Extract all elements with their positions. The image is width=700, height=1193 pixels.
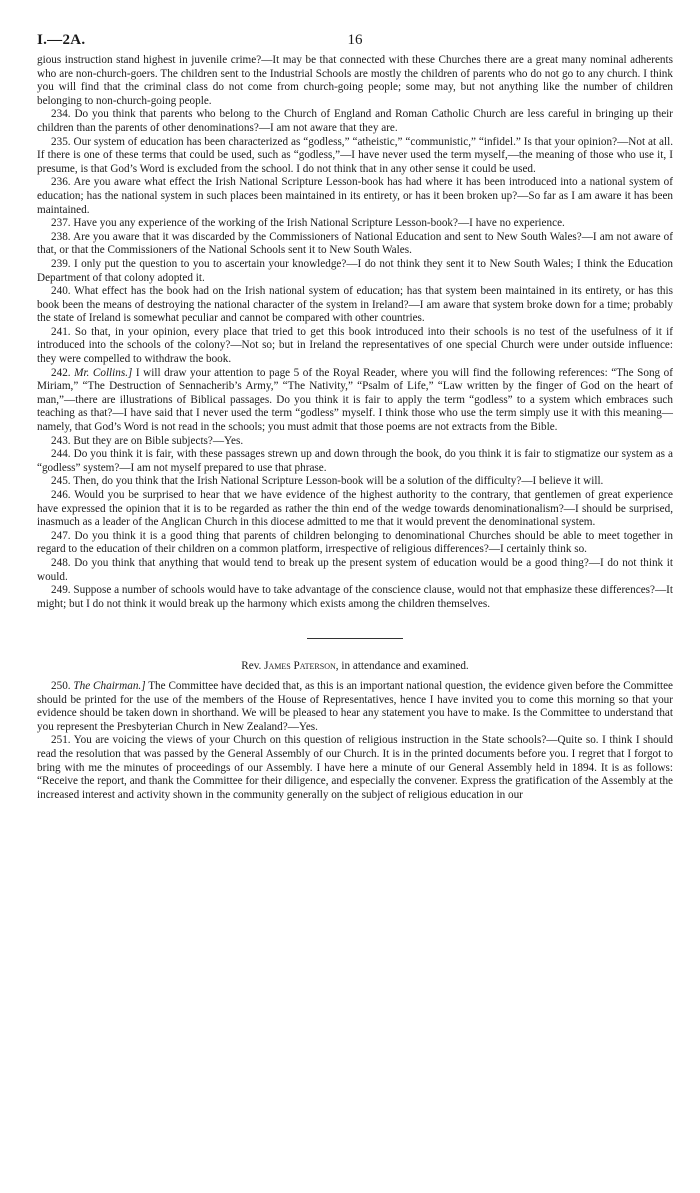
- question-number: 236.: [51, 176, 71, 189]
- paragraph-text: Do you think that parents who belong to the Church of England and Roman Catholic Church are less careful in bringing up their children than the parents of other denominations?—I am not aware that they are.: [37, 108, 674, 134]
- paragraph-text: You are voicing the views of your Church on this question of religious instruction in the State schools?—Quite so. I think I should read the resolution that was passed by the General Assembly of our Church. It is in the printed documents before you. I regret that I forgot to bring with me the minutes of proceedings of our Assembly. I have here a minute of our General Assembly held in 1894. It is as follows: “Receive the report, and thank the Committee for their diligence, and especially the convener. Express the gratification of the Assembly at the increased interest and activity shown in the community generally on the subject of religious education in our: [37, 734, 673, 801]
- question-paragraph: [37, 557, 673, 584]
- witness-heading: [37, 660, 673, 674]
- question-number: 251.: [51, 734, 71, 747]
- paragraph-text: Do you think it is a good thing that parents of children belonging to denominational Churches should be able to meet together in regard to the education of their children on a common platform, irrespective of religious differences?—I certainly think so.: [37, 529, 673, 556]
- evidence-section-1: [37, 54, 673, 611]
- question-paragraph: [37, 54, 673, 108]
- question-number: 245.: [51, 475, 71, 488]
- evidence-section-2: [37, 680, 673, 802]
- question-number: 248.: [51, 556, 71, 569]
- question-paragraph: [37, 176, 673, 217]
- question-paragraph: [37, 489, 673, 530]
- paragraph-text: Do you think that anything that would tend to break up the present system of education would be a good thing?—I do not think it would.: [37, 556, 673, 583]
- paragraph-text: Suppose a number of schools would have to take advantage of the conscience clause, would not that emphasize these differences?—It might; but I do not think it would break up the harmony which exists among the children themselves.: [37, 584, 673, 610]
- question-number: 234.: [51, 108, 71, 121]
- witness-name: James Paterson: [264, 660, 336, 673]
- question-paragraph: [37, 231, 673, 258]
- paragraph-text: Then, do you think that the Irish National Scripture Lesson-book will be a solution of the difficulty?—I believe it will.: [73, 475, 604, 488]
- question-number: 246.: [51, 489, 71, 501]
- paragraph-text: gious instruction stand highest in juvenile crime?—It may be that connected with these Churches there are a great many nominal adherents who are non-church-goers. The children sent to the Industrial Schools are mostly the children of parents who do not go to any church. I think you will find that the criminal class do not come from church-going people; some may, but not anything like the number of children belonging to non-church-going people.: [37, 54, 673, 107]
- question-paragraph: [37, 258, 673, 285]
- paragraph-text: Have you any experience of the working of the Irish National Scripture Lesson-book?—I have no experience.: [73, 217, 565, 230]
- question-number: 241.: [51, 325, 71, 338]
- question-number: 250.: [51, 679, 71, 692]
- paragraph-text: I will draw your attention to page 5 of the Royal Reader, where you will find the following references: “The Song of Miriam,” “The Destruction of Sennacherib’s Army,” “The Nativity,” “Psalm of Life,” “Law written by the finger of God on the heart of man,”—there are illustrations of Biblical passages. Do you think it is fair to apply the term “godless” to a system which embraces such teaching as that?—I have said that I never used the term “godless” myself. I think those who use the term simply use it with this meaning—namely, that God’s Word is not read in the schools; you must admit that those poems are not extracts from the Bible.: [37, 366, 674, 434]
- page-number: 16: [347, 32, 363, 48]
- witness-prefix: Rev.: [241, 660, 262, 673]
- question-paragraph: [37, 435, 673, 449]
- question-paragraph: [37, 326, 673, 367]
- paragraph-text: Are you aware what effect the Irish National Scripture Lesson-book has had where it has been introduced into a national system of education; has the national system in such places been maintained in its entirety, or has it been broken up?—So far as I am aware it has been maintained.: [37, 176, 673, 216]
- paragraph-text: Do you think it is fair, with these passages strewn up and down through the book, do you think it is fair to stigmatize our system as a “godless” system?—I am not myself prepared to use that phrase.: [37, 448, 674, 474]
- paragraph-text: But they are on Bible subjects?—Yes.: [73, 434, 244, 447]
- paragraph-text: Our system of education has been characterized as “godless,” “atheistic,” “communistic,” “infidel.” Is that your opinion?—Not at all. If there is one of these terms that could be used, such as “godless,”—I have never used the term myself,—the meaning of those who use it, I presume, is that God’s Word is excluded from the school. I do not think that in any other sense it could be used.: [37, 135, 673, 175]
- question-number: 247.: [51, 529, 71, 542]
- question-number: 235.: [51, 135, 71, 148]
- question-paragraph: [37, 584, 673, 611]
- question-paragraph: [37, 475, 673, 489]
- question-paragraph: [37, 136, 673, 177]
- question-paragraph: [37, 530, 673, 557]
- question-number: 238.: [51, 230, 71, 243]
- question-number: 244.: [51, 448, 71, 461]
- paragraph-text: Are you aware that it was discarded by the Commissioners of National Education and sent to New South Wales?—I am not aware of that, or that the Commissioners of the National Schools sent it to New South Wales.: [37, 230, 673, 257]
- document-reference: I.—2A.: [37, 32, 86, 48]
- paragraph-text: So that, in your opinion, every place that tried to get this book introduced into their schools is no test of the usefulness of it if introduced into the schools of the colony?—Not so; but in Ireland the representatives of one special Church were under outside influence: they were compelled to withdraw the book.: [37, 325, 674, 366]
- document-page: [37, 30, 673, 802]
- question-paragraph: [37, 680, 673, 734]
- question-paragraph: [37, 448, 673, 475]
- section-divider: [307, 638, 403, 639]
- question-paragraph: [37, 217, 673, 231]
- speaker-name: The Chairman.]: [73, 679, 146, 692]
- body-text: [37, 54, 673, 802]
- question-number: 237.: [51, 217, 71, 230]
- question-number: 242.: [51, 366, 71, 379]
- question-paragraph: [37, 285, 673, 326]
- paragraph-text: What effect has the book had on the Irish national system of education; has that system been maintained in its entirety, or has this book been the means of destroying the national character of the system in Ireland?—I am aware that system broke down for a time; probably the state of Ireland is somewhat peculiar and cannot be compared with other countries.: [37, 285, 673, 325]
- question-paragraph: [37, 734, 673, 802]
- question-number: 249.: [51, 584, 71, 597]
- question-number: 239.: [51, 257, 71, 270]
- paragraph-text: The Committee have decided that, as this is an important national question, the evidence given before the Committee should be printed for the use of the members of the House of Representatives, hence I have invited you to come this morning so that your evidence should be taken down in shorthand. We will be pleased to hear any statement you have to make. Is the Committee to understand that you represent the Presbyterian Church in New Zealand?—Yes.: [37, 679, 674, 733]
- paragraph-text: I only put the question to you to ascertain your knowledge?—I do not think they sent it to New South Wales; I think the Education Department of that colony adopted it.: [37, 257, 673, 284]
- page-header: [37, 30, 673, 54]
- paragraph-text: Would you be surprised to hear that we have evidence of the highest authority to the contrary, that gentlemen of great experience have expressed the opinion that it is to be regarded as rather the thin end of the wedge towards denominationalism?—I should be surprised, inasmuch as a leader of the Anglican Church in this diocese admitted to me that it would prevent the denominational system.: [37, 489, 673, 529]
- witness-suffix: , in attendance and examined.: [335, 660, 469, 673]
- speaker-name: Mr. Collins.]: [74, 366, 133, 379]
- question-number: 243.: [51, 434, 71, 447]
- question-paragraph: [37, 108, 673, 135]
- question-number: 240.: [51, 285, 71, 298]
- question-paragraph: [37, 367, 673, 435]
